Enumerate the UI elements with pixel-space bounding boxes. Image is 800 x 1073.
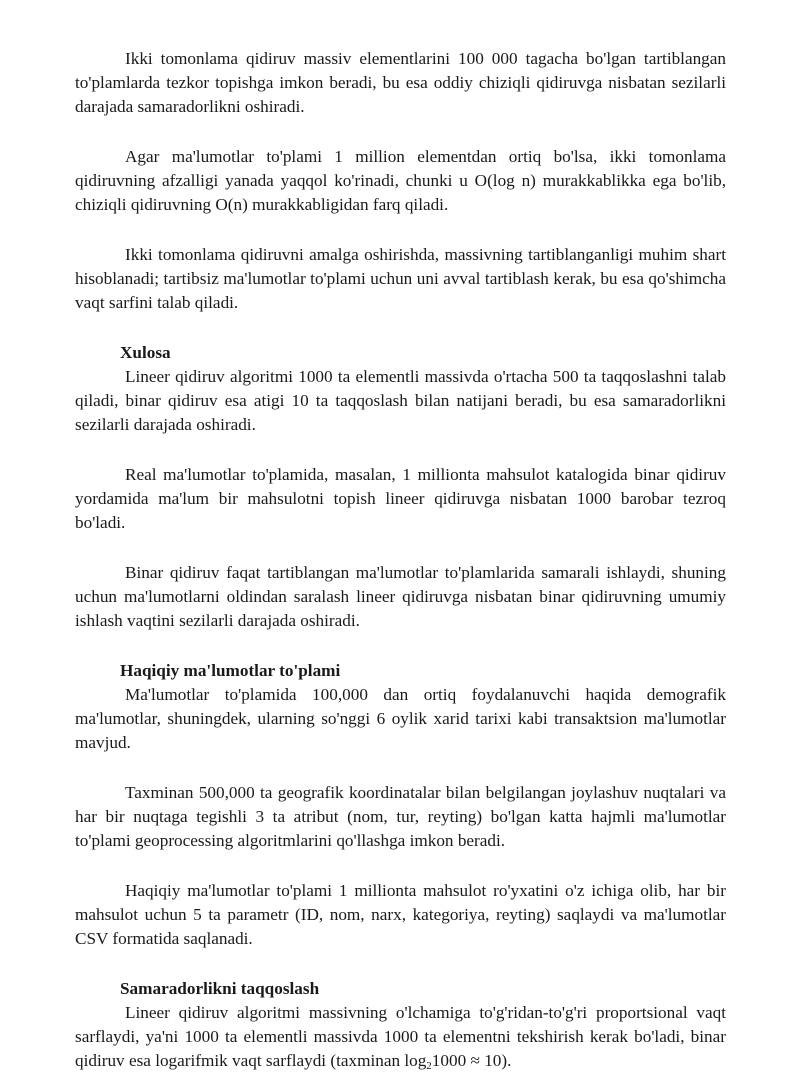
paragraph-dataset-2: Taxminan 500,000 ta geografik koordinatalar bilan belgilangan joylashuv nuqtalari va har bir nuqtaga tegishli 3 ta atribut (nom, tur, reyting) bo'lgan katta hajmli ma'lumotlar to'plami geoprocessing algoritmlarini qo'llashga imkon beradi.: [75, 783, 726, 850]
heading-dataset: Haqiqiy ma'lumotlar to'plami: [120, 661, 341, 680]
paragraph-comparison-text: Lineer qidiruv algoritmi massivning o'lchamiga to'g'ridan-to'g'ri proportsional vaqt sarflaydi, ya'ni 1000 ta elementli massivda 1000 ta elementni tekshirish kerak bo'ladi, binar qidiruv esa logarifmik vaqt sarflaydi (taxminan log: [75, 1003, 726, 1070]
formula-remainder: 1000 ≈ 10).: [431, 1051, 512, 1070]
document-body: [75, 47, 726, 1073]
paragraph-xulosa-2: Real ma'lumotlar to'plamida, masalan, 1 millionta mahsulot katalogida binar qidiruv yordamida ma'lum bir mahsulotni topish lineer qidiruvga nisbatan 1000 barobar tezroq bo'ladi.: [75, 465, 726, 532]
log-base-subscript: 2: [426, 1060, 432, 1072]
paragraph-dataset-1: Ma'lumotlar to'plamida 100,000 dan ortiq foydalanuvchi haqida demografik ma'lumotlar, shuningdek, ularning so'nggi 6 oylik xarid tarixi kabi transaktsion ma'lumotlar mavjud.: [75, 685, 726, 752]
paragraph-intro-3: Ikki tomonlama qidiruvni amalga oshirishda, massivning tartiblanganligi muhim shart hisoblanadi; tartibsiz ma'lumotlar to'plami uchun uni avval tartiblash kerak, bu esa qo'shimcha vaqt sarfini talab qiladi.: [75, 245, 726, 312]
heading-comparison: Samaradorlikni taqqoslash: [120, 979, 320, 998]
paragraph-comparison-1: [75, 1001, 726, 1073]
heading-xulosa: Xulosa: [120, 343, 171, 362]
paragraph-xulosa-3: Binar qidiruv faqat tartiblangan ma'lumotlar to'plamlarida samarali ishlaydi, shuning uchun ma'lumotlarni oldindan saralash lineer qidiruvga nisbatan binar qidiruvning umumiy ishlash vaqtini sezilarli darajada oshiradi.: [75, 563, 726, 630]
paragraph-intro-1: Ikki tomonlama qidiruv massiv elementlarini 100 000 tagacha bo'lgan tartiblangan to'plamlarda tezkor topishga imkon beradi, bu esa oddiy chiziqli qidiruvga nisbatan sezilarli darajada samaradorlikni oshiradi.: [75, 49, 726, 116]
paragraph-dataset-3: Haqiqiy ma'lumotlar to'plami 1 millionta mahsulot ro'yxatini o'z ichiga olib, har bir mahsulot uchun 5 ta parametr (ID, nom, narx, kategoriya, reyting) saqlaydi va ma'lumotlar CSV formatida saqlanadi.: [75, 881, 726, 948]
paragraph-intro-2: Agar ma'lumotlar to'plami 1 million elementdan ortiq bo'lsa, ikki tomonlama qidiruvning afzalligi yanada yaqqol ko'rinadi, chunki u O(log n) murakkablikka ega bo'lib, chiziqli qidiruvning O(n) murakkabligidan farq qiladi.: [75, 147, 726, 214]
paragraph-xulosa-1: Lineer qidiruv algoritmi 1000 ta elementli massivda o'rtacha 500 ta taqqoslashni talab qiladi, binar qidiruv esa atigi 10 ta taqqoslash bilan natijani beradi, bu esa samaradorlikni sezilarli darajada oshiradi.: [75, 367, 726, 434]
